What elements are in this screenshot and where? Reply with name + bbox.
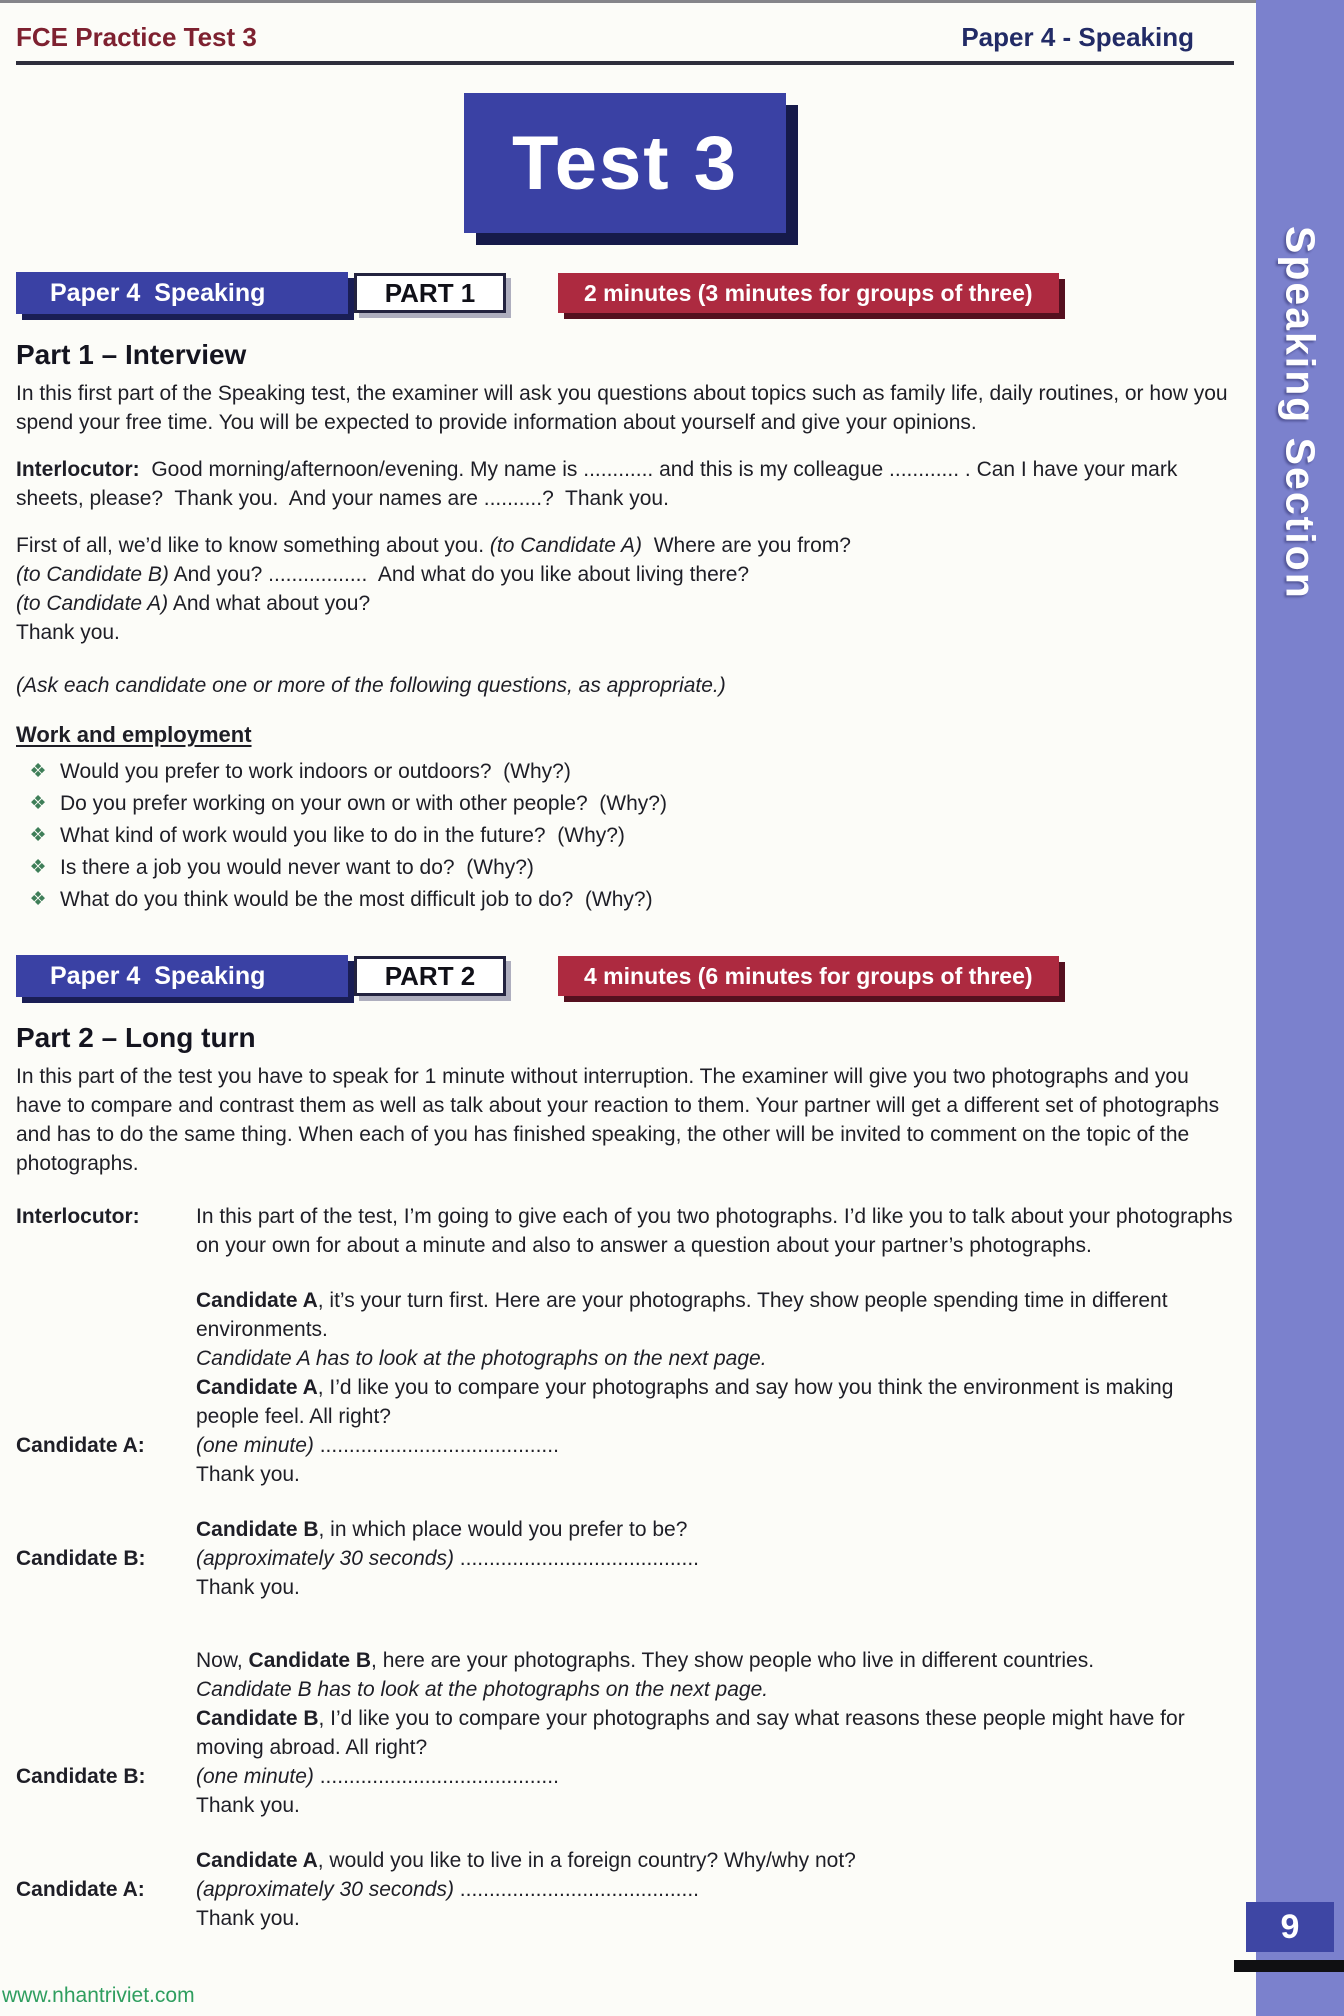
dialogue-content (196, 1286, 1234, 1431)
diamond-bullet-icon: ❖ (29, 889, 47, 910)
part2-paper-banner: Paper 4 Speaking (16, 955, 348, 997)
dialogue-content (196, 1515, 1234, 1544)
interview-line: Thank you. (16, 621, 120, 644)
header-rule (16, 61, 1234, 65)
question-item (16, 852, 1234, 884)
question-item (16, 820, 1234, 852)
question-text: Do you prefer working on your own or with other people? (Why?) (60, 792, 667, 815)
part1-time-banner: 2 minutes (3 minutes for groups of three) (558, 273, 1059, 313)
dialogue-line: (approximately 30 seconds) ......................................... (196, 1878, 700, 1901)
question-text: What do you think would be the most difficult job to do? (Why?) (60, 888, 653, 911)
part1-section-bar (16, 271, 1234, 315)
dialogue-line: Thank you. (196, 1907, 300, 1930)
question-text: Would you prefer to work indoors or outdoors? (Why?) (60, 760, 571, 783)
question-text: What kind of work would you like to do in the future? (Why?) (60, 824, 625, 847)
header-book-title: FCE Practice Test 3 (16, 22, 257, 52)
question-item (16, 884, 1234, 916)
dialogue-line: Candidate A, would you like to live in a foreign country? Why/why not? (196, 1849, 856, 1872)
question-item (16, 756, 1234, 788)
question-item (16, 788, 1234, 820)
interview-line: (to Candidate A) And what about you? (16, 592, 371, 615)
dialogue-line: Candidate A, it’s your turn first. Here are your photographs. They show people spending time in different environments. (196, 1289, 1174, 1341)
part2-heading: Part 2 – Long turn (16, 1022, 256, 1053)
dialogue-row (16, 1875, 1234, 1933)
dialogue-content (196, 1846, 1234, 1875)
part2-time-banner: 4 minutes (6 minutes for groups of three) (558, 956, 1059, 996)
dialogue-speaker-label: Candidate B: (16, 1547, 146, 1570)
main-content (16, 22, 1239, 1933)
question-text: Is there a job you would never want to do? (Why?) (60, 856, 534, 879)
footer-website: www.nhantriviet.com (2, 1984, 195, 2007)
dialogue-speaker-label (16, 1515, 196, 1544)
interlocutor-opening-line: Interlocutor: Good morning/afternoon/evening. My name is ............ and this is my colleague ............ . Can I have your mark sheets, please? Thank you. And your names are ..........? Thank you. (16, 458, 1184, 510)
part2-dialogue (16, 1202, 1239, 1933)
dialogue-row (16, 1846, 1234, 1875)
diamond-bullet-icon: ❖ (29, 825, 47, 846)
dialogue-row (16, 1286, 1234, 1431)
dialogue-content (196, 1202, 1239, 1260)
question-list (16, 756, 1234, 916)
dialogue-line: Thank you. (196, 1463, 300, 1486)
part1-paper-banner: Paper 4 Speaking (16, 272, 348, 314)
dialogue-line: Now, Candidate B, here are your photographs. They show people who live in different countries. (196, 1649, 1095, 1672)
part2-section-bar (16, 954, 1234, 998)
dialogue-speaker-label (16, 1286, 196, 1431)
section-sidebar-strip (1256, 0, 1344, 2016)
dialogue-line: Thank you. (196, 1576, 300, 1599)
part1-heading: Part 1 – Interview (16, 339, 247, 370)
dialogue-row (16, 1202, 1239, 1260)
scan-edge-artifact (0, 0, 1344, 3)
dialogue-speaker-label (16, 1646, 196, 1762)
part1-part-box: PART 1 (354, 273, 506, 313)
page-number-bar (1234, 1960, 1344, 1972)
diamond-bullet-icon: ❖ (29, 857, 47, 878)
dialogue-row (16, 1762, 1234, 1820)
sidebar-section-label: Speaking Section (1277, 226, 1324, 600)
dialogue-line: (one minute) ......................................... (196, 1765, 559, 1788)
test-title-label: Test 3 (511, 120, 738, 206)
part2-intro: In this part of the test you have to speak for 1 minute without interruption. The examiner will give you two photographs and you have to compare and contrast them as well as talk about your reaction to them. Your partner will get a different set of photographs and has to do the same thing. When each of you has finished speaking, the other will be invited to comment on the topic of the photographs. (16, 1065, 1225, 1175)
page-header (16, 22, 1234, 53)
part1-intro: In this first part of the Speaking test, the examiner will ask you questions about topics such as family life, daily routines, or how you spend your free time. You will be expected to provide information about yourself and give your opinions. (16, 382, 1234, 434)
dialogue-line: Candidate A has to look at the photographs on the next page. (196, 1347, 767, 1370)
dialogue-line: (approximately 30 seconds) ......................................... (196, 1547, 700, 1570)
page-number-badge: 9 (1246, 1902, 1334, 1952)
interview-line: First of all, we’d like to know something about you. (to Candidate A) Where are you from? (16, 534, 851, 557)
dialogue-line: Candidate B has to look at the photographs on the next page. (196, 1678, 769, 1701)
dialogue-speaker-label: Interlocutor: (16, 1205, 140, 1228)
dialogue-speaker-label: Candidate B: (16, 1765, 146, 1788)
dialogue-row (16, 1515, 1234, 1544)
topic-heading: Work and employment (16, 722, 252, 747)
examiner-note: (Ask each candidate one or more of the following questions, as appropriate.) (16, 674, 726, 697)
diamond-bullet-icon: ❖ (29, 793, 47, 814)
dialogue-content (196, 1646, 1234, 1762)
dialogue-line: Candidate A, I’d like you to compare your photographs and say how you think the environment is making people feel. All right? (196, 1376, 1180, 1428)
dialogue-content (196, 1544, 1234, 1602)
dialogue-content (196, 1431, 1234, 1489)
dialogue-speaker-label (16, 1846, 196, 1875)
interview-line: (to Candidate B) And you? ................. And what do you like about living there? (16, 563, 750, 586)
header-paper-title: Paper 4 - Speaking (961, 22, 1194, 52)
dialogue-content (196, 1762, 1234, 1820)
dialogue-line: Candidate B, I’d like you to compare your photographs and say what reasons these people might have for moving abroad. All right? (196, 1707, 1191, 1759)
dialogue-row (16, 1646, 1234, 1762)
dialogue-row (16, 1431, 1234, 1489)
dialogue-content (196, 1875, 1234, 1933)
dialogue-row (16, 1544, 1234, 1602)
dialogue-speaker-label: Candidate A: (16, 1878, 145, 1901)
test-title-banner (464, 93, 786, 233)
dialogue-speaker-label: Candidate A: (16, 1434, 145, 1457)
dialogue-line: Candidate B, in which place would you prefer to be? (196, 1518, 688, 1541)
dialogue-line: Thank you. (196, 1794, 300, 1817)
dialogue-line: In this part of the test, I’m going to give each of you two photographs. I’d like you to talk about your photographs on your own for about a minute and also to answer a question about your partner’s photographs. (196, 1205, 1239, 1257)
dialogue-line: (one minute) ......................................... (196, 1434, 559, 1457)
part2-part-box: PART 2 (354, 956, 506, 996)
diamond-bullet-icon: ❖ (29, 761, 47, 782)
